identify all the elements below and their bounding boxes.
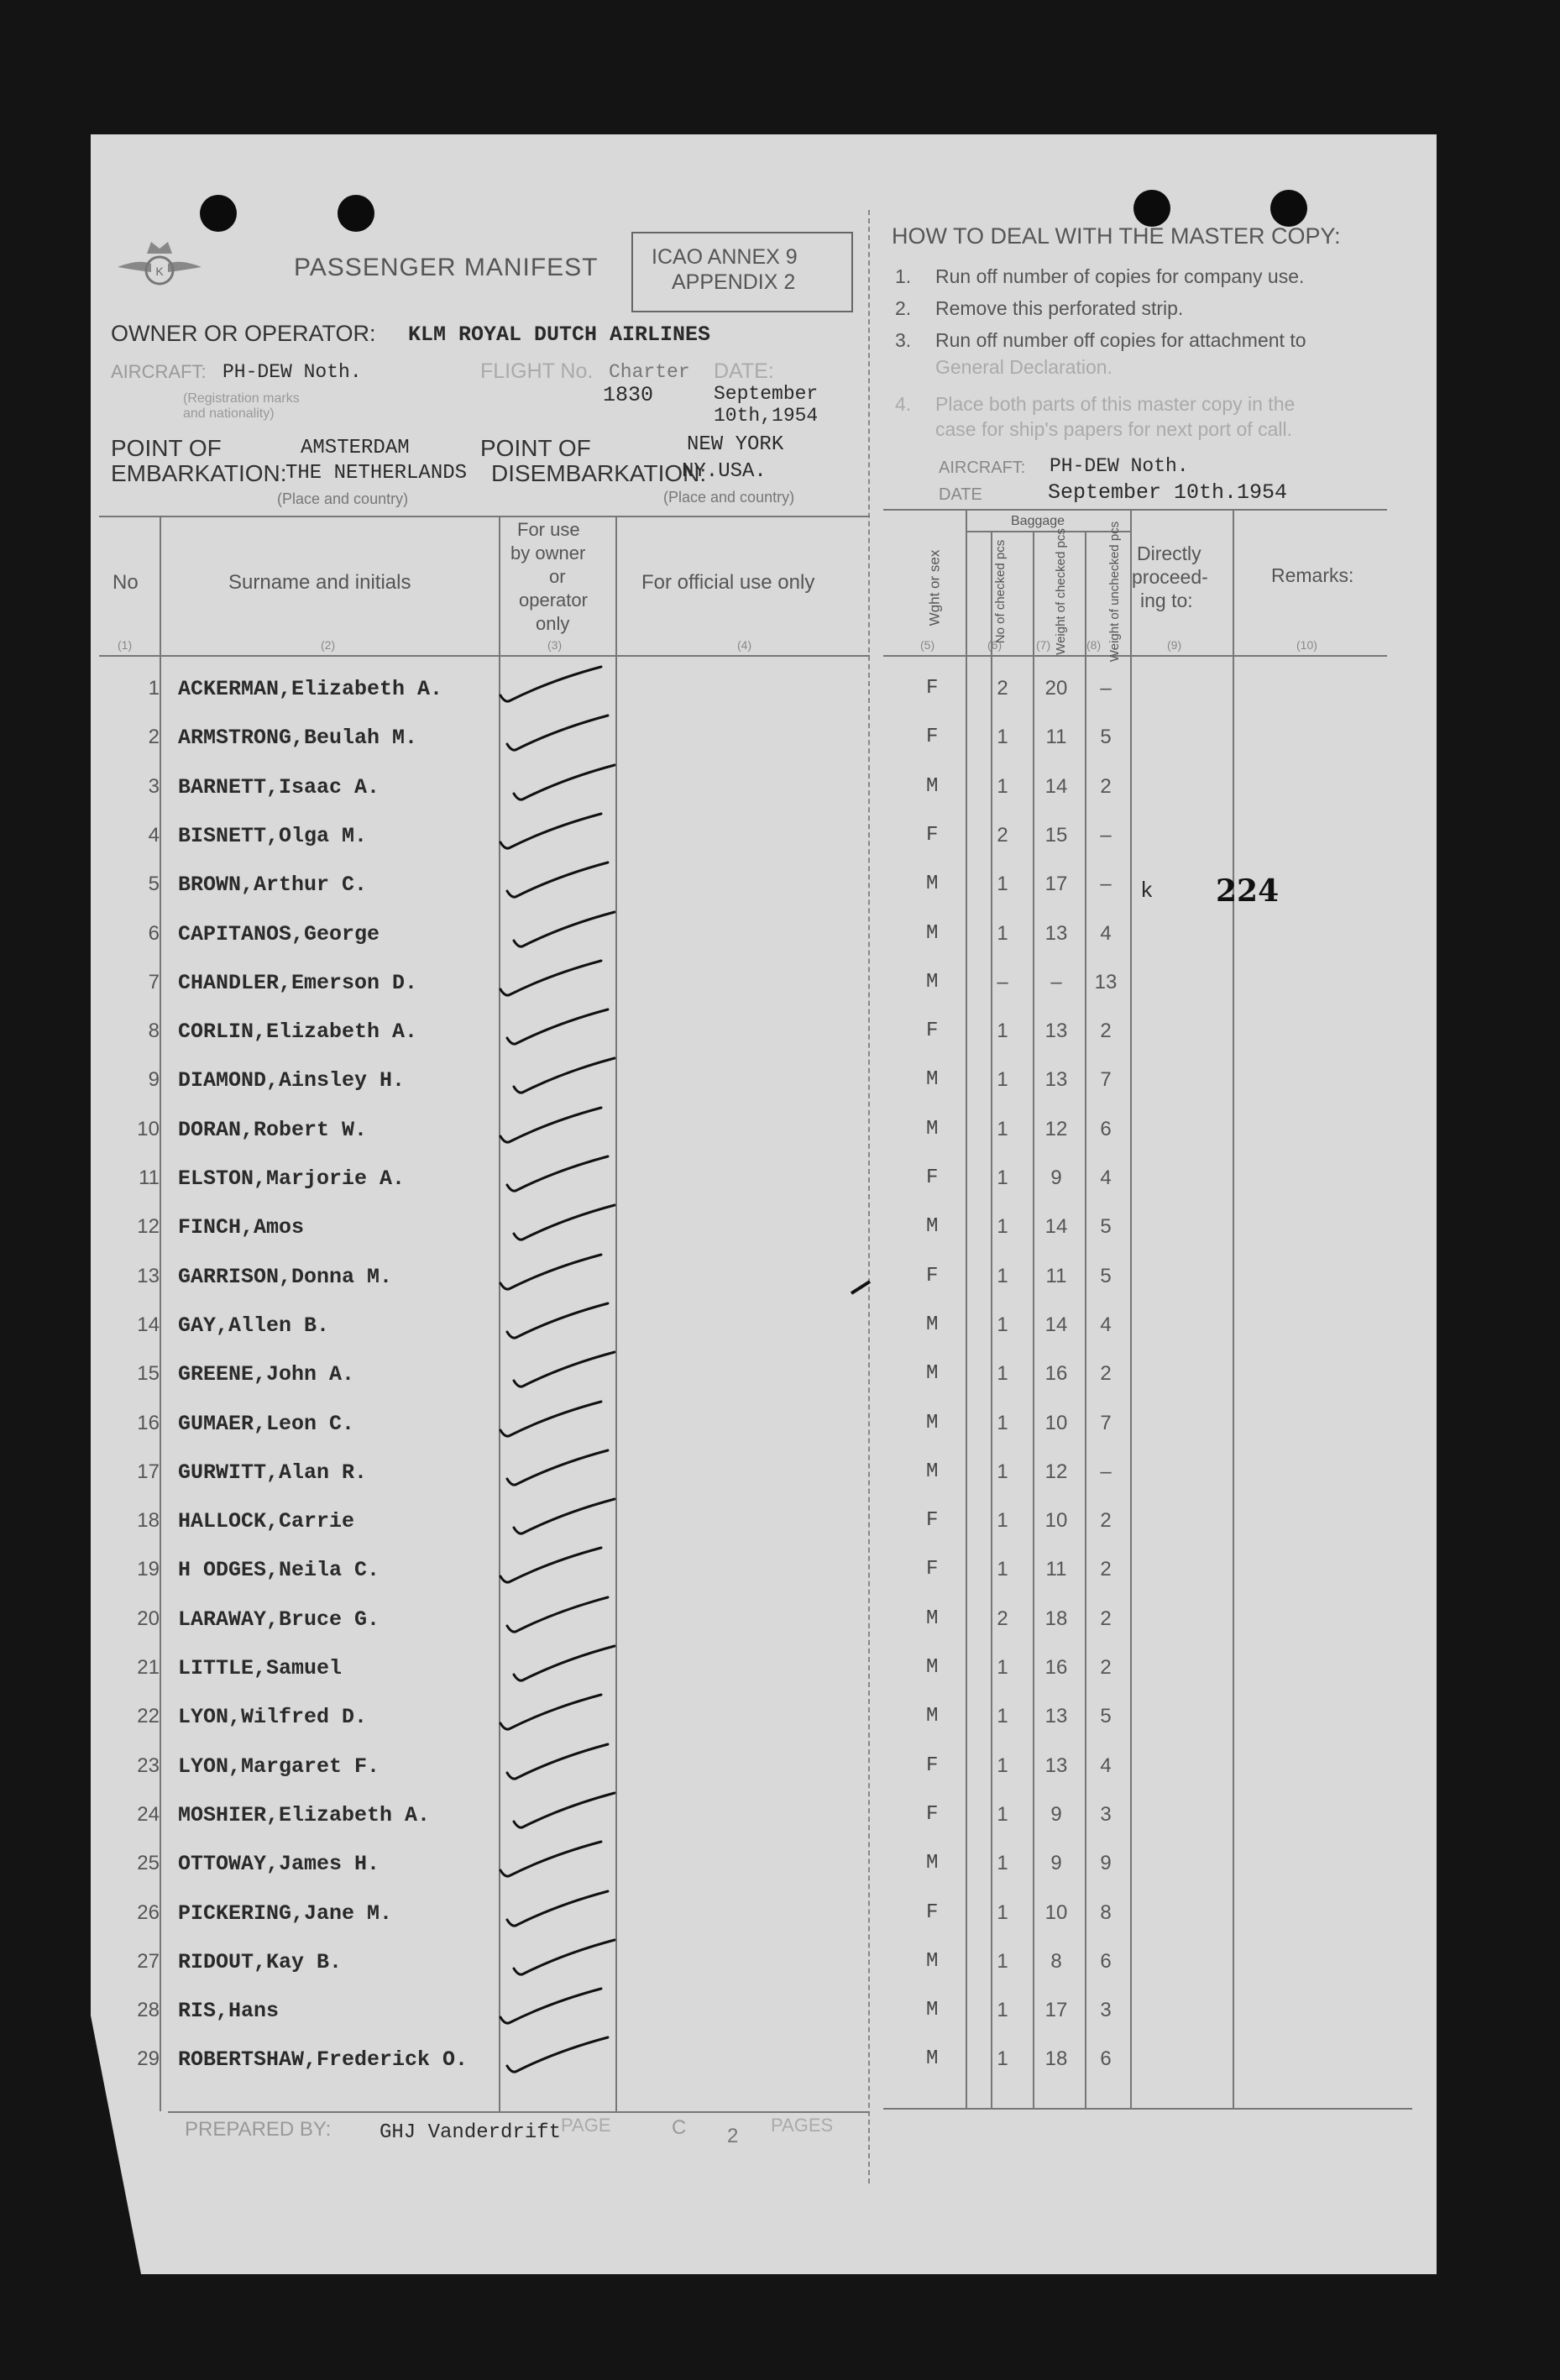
col-header-owner-use: only bbox=[536, 613, 570, 634]
place-country-note: (Place and country) bbox=[663, 489, 795, 506]
checked-pieces: 1 bbox=[997, 1803, 1008, 1826]
passenger-name: FINCH,Amos bbox=[178, 1215, 305, 1240]
checked-weight: 12 bbox=[1044, 1460, 1068, 1483]
passenger-number: 16 bbox=[137, 1412, 160, 1434]
passenger-number: 6 bbox=[148, 922, 160, 945]
col-index: (3) bbox=[547, 638, 563, 652]
punch-hole bbox=[1270, 190, 1307, 227]
col-header-directly: Directly bbox=[1137, 543, 1201, 564]
passenger-row bbox=[0, 1895, 1560, 1943]
passenger-sex: M bbox=[926, 1656, 939, 1679]
passenger-sex: M bbox=[926, 873, 939, 895]
instruction-number: 4. bbox=[895, 393, 912, 415]
checked-weight: 10 bbox=[1044, 1509, 1068, 1532]
passenger-row bbox=[0, 1013, 1560, 1062]
checked-pieces: 1 bbox=[997, 1509, 1008, 1532]
passenger-sex: M bbox=[926, 1215, 939, 1238]
passenger-number: 7 bbox=[148, 971, 160, 993]
checked-weight: 16 bbox=[1044, 1656, 1068, 1679]
checked-pieces: 1 bbox=[997, 1068, 1008, 1091]
passenger-number: 18 bbox=[137, 1509, 160, 1532]
passenger-sex: F bbox=[926, 1509, 939, 1532]
passenger-name: ACKERMAN,Elizabeth A. bbox=[178, 677, 443, 701]
passenger-sex: F bbox=[926, 677, 939, 700]
passenger-number: 11 bbox=[139, 1166, 160, 1189]
flight-label: FLIGHT No. bbox=[480, 359, 594, 383]
col-index: (2) bbox=[321, 638, 336, 652]
passenger-sex: F bbox=[926, 1020, 939, 1042]
table-top-rule bbox=[99, 516, 870, 517]
passenger-number: 17 bbox=[137, 1460, 160, 1483]
aircraft-value: PH-DEW Noth. bbox=[222, 361, 362, 383]
baggage-rule bbox=[967, 531, 1130, 532]
unchecked-weight: 2 bbox=[1100, 1656, 1112, 1679]
passenger-row bbox=[0, 1551, 1560, 1600]
checked-pieces: 1 bbox=[997, 1656, 1008, 1679]
col-index: (10) bbox=[1296, 638, 1317, 652]
col-index: (8) bbox=[1086, 638, 1102, 652]
owner-value: KLM ROYAL DUTCH AIRLINES bbox=[408, 322, 711, 347]
checked-pieces: 1 bbox=[997, 1852, 1008, 1874]
passenger-sex: M bbox=[926, 1852, 939, 1874]
form-title: PASSENGER MANIFEST bbox=[294, 254, 599, 281]
col-header-owner-use: or bbox=[549, 566, 566, 587]
checked-weight: 18 bbox=[1044, 1607, 1068, 1630]
passenger-name: LITTLE,Samuel bbox=[178, 1656, 343, 1680]
passenger-sex: M bbox=[926, 1705, 939, 1727]
aircraft-label: AIRCRAFT: bbox=[111, 361, 207, 382]
passenger-sex: M bbox=[926, 2047, 939, 2070]
col-header-owner-use: by owner bbox=[510, 543, 586, 564]
checked-pieces: 1 bbox=[997, 1999, 1008, 2021]
prepared-by-label: PREPARED BY: bbox=[185, 2118, 332, 2141]
instructions-date-label: DATE bbox=[939, 485, 982, 504]
passenger-number: 26 bbox=[137, 1901, 160, 1924]
klm-crown-emblem bbox=[113, 233, 206, 301]
passenger-sex: M bbox=[926, 1412, 939, 1434]
passenger-name: GAY,Allen B. bbox=[178, 1313, 330, 1338]
checked-weight: 13 bbox=[1044, 1754, 1068, 1777]
checked-weight: 20 bbox=[1044, 677, 1068, 700]
col-header-no: No bbox=[113, 571, 139, 594]
passenger-name: LYON,Margaret F. bbox=[178, 1754, 380, 1779]
passenger-sex: M bbox=[926, 971, 939, 993]
unchecked-weight: 4 bbox=[1100, 922, 1112, 945]
flight-number: 1830 bbox=[603, 383, 654, 407]
embarkation-label: EMBARKATION: bbox=[111, 460, 287, 486]
passenger-number: 20 bbox=[137, 1607, 160, 1630]
passenger-name: BROWN,Arthur C. bbox=[178, 873, 368, 897]
unchecked-weight: 2 bbox=[1100, 775, 1112, 798]
col-header-sex: Wght or sex bbox=[926, 549, 943, 626]
checked-weight: 14 bbox=[1044, 1215, 1068, 1238]
passenger-name: OTTOWAY,James H. bbox=[178, 1852, 380, 1876]
instruction-number: 3. bbox=[895, 329, 912, 351]
passenger-name: LYON,Wilfred D. bbox=[178, 1705, 368, 1729]
checked-weight: 16 bbox=[1044, 1362, 1068, 1385]
checked-weight: 13 bbox=[1044, 922, 1068, 945]
instruction-item: Place both parts of this master copy in the bbox=[935, 393, 1296, 415]
checked-weight: 17 bbox=[1044, 873, 1068, 895]
check-mark-icon bbox=[470, 2022, 621, 2089]
checked-pieces: 1 bbox=[997, 726, 1008, 748]
checked-weight: 13 bbox=[1044, 1068, 1068, 1091]
checked-weight: 13 bbox=[1044, 1020, 1068, 1042]
passenger-row bbox=[0, 1355, 1560, 1404]
passenger-number: 2 bbox=[148, 726, 160, 748]
passenger-number: 24 bbox=[137, 1803, 160, 1826]
table-top-rule bbox=[883, 509, 1387, 511]
checked-weight: 9 bbox=[1050, 1166, 1062, 1189]
stamp-mark: k bbox=[1140, 878, 1154, 904]
passenger-name: CORLIN,Elizabeth A. bbox=[178, 1020, 418, 1044]
table-bottom-rule bbox=[168, 2111, 870, 2113]
passenger-sex: F bbox=[926, 1754, 939, 1777]
passenger-number: 28 bbox=[137, 1999, 160, 2021]
col-header-official: For official use only bbox=[641, 571, 815, 594]
unchecked-weight: 2 bbox=[1100, 1362, 1112, 1385]
passenger-name: BARNETT,Isaac A. bbox=[178, 775, 380, 799]
passenger-row bbox=[0, 1258, 1560, 1307]
passenger-number: 9 bbox=[148, 1068, 160, 1091]
passenger-sex: M bbox=[926, 1950, 939, 1973]
checked-pieces: 1 bbox=[997, 1313, 1008, 1336]
passenger-number: 23 bbox=[137, 1754, 160, 1777]
page-label: PAGE bbox=[561, 2115, 611, 2136]
prepared-by-value: GHJ Vanderdrift bbox=[380, 2121, 562, 2144]
passenger-sex: M bbox=[926, 922, 939, 945]
embarkation-city: AMSTERDAM bbox=[301, 437, 410, 459]
checked-pieces: 1 bbox=[997, 1558, 1008, 1581]
unchecked-weight: 4 bbox=[1100, 1754, 1112, 1777]
checked-pieces: 1 bbox=[997, 1020, 1008, 1042]
passenger-name: H ODGES,Neila C. bbox=[178, 1558, 380, 1582]
passenger-row bbox=[0, 1943, 1560, 1992]
passenger-row bbox=[0, 2041, 1560, 2089]
disembarkation-label: DISEMBARKATION: bbox=[491, 460, 707, 486]
aircraft-sublabel: (Registration marks bbox=[183, 391, 300, 406]
punch-hole bbox=[338, 195, 374, 232]
checked-weight: 18 bbox=[1044, 2047, 1068, 2070]
col-header-owner-use: For use bbox=[517, 519, 580, 540]
punch-hole bbox=[1133, 190, 1170, 227]
checked-weight: 13 bbox=[1044, 1705, 1068, 1727]
instructions-date-value: September 10th.1954 bbox=[1048, 480, 1288, 505]
instruction-number: 2. bbox=[895, 297, 912, 319]
passenger-sex: F bbox=[926, 1166, 939, 1189]
disembarkation-label: POINT OF bbox=[480, 435, 591, 461]
col-index: (1) bbox=[118, 638, 133, 652]
passenger-number: 22 bbox=[137, 1705, 160, 1727]
icao-annex: ICAO ANNEX 9 bbox=[652, 245, 798, 269]
checked-pieces: 1 bbox=[997, 1901, 1008, 1924]
checked-weight: 9 bbox=[1050, 1852, 1062, 1874]
table-header-rule bbox=[883, 655, 1387, 657]
passenger-row bbox=[0, 1405, 1560, 1454]
passenger-row bbox=[0, 1454, 1560, 1502]
passenger-number: 12 bbox=[137, 1215, 160, 1238]
checked-weight: 8 bbox=[1050, 1950, 1062, 1973]
passenger-name: BISNETT,Olga M. bbox=[178, 824, 368, 848]
col-header-baggage: Baggage bbox=[1011, 514, 1065, 528]
passenger-sex: M bbox=[926, 1362, 939, 1385]
passenger-sex: M bbox=[926, 775, 939, 798]
passenger-sex: F bbox=[926, 1901, 939, 1924]
passenger-name: ROBERTSHAW,Frederick O. bbox=[178, 2047, 469, 2072]
passenger-number: 14 bbox=[137, 1313, 160, 1336]
passenger-name: GARRISON,Donna M. bbox=[178, 1265, 393, 1289]
flight-value: Charter bbox=[609, 361, 690, 383]
passenger-sex: F bbox=[926, 1265, 939, 1287]
checked-pieces: 2 bbox=[997, 677, 1008, 700]
checked-weight: 10 bbox=[1044, 1901, 1068, 1924]
date-label: DATE: bbox=[714, 359, 774, 383]
passenger-row bbox=[0, 1307, 1560, 1355]
unchecked-weight: 6 bbox=[1100, 1950, 1112, 1973]
passenger-number: 1 bbox=[148, 677, 160, 700]
col-index: (7) bbox=[1036, 638, 1051, 652]
passenger-number: 8 bbox=[148, 1020, 160, 1042]
instructions-aircraft-value: PH-DEW Noth. bbox=[1050, 455, 1189, 477]
unchecked-weight: 3 bbox=[1100, 1803, 1112, 1826]
unchecked-weight: 5 bbox=[1100, 1705, 1112, 1727]
instruction-item: Run off number of copies for company use. bbox=[935, 265, 1305, 287]
unchecked-weight: 6 bbox=[1100, 2047, 1112, 2070]
passenger-row bbox=[0, 1992, 1560, 2041]
checked-weight: 12 bbox=[1044, 1118, 1068, 1140]
checked-weight: 10 bbox=[1044, 1412, 1068, 1434]
checked-pieces: 1 bbox=[997, 922, 1008, 945]
passenger-number: 3 bbox=[148, 775, 160, 798]
passenger-sex: M bbox=[926, 1999, 939, 2021]
unchecked-weight: – bbox=[1100, 677, 1112, 700]
passenger-sex: M bbox=[926, 1607, 939, 1630]
passenger-sex: M bbox=[926, 1460, 939, 1483]
unchecked-weight: – bbox=[1100, 1460, 1112, 1483]
passenger-row bbox=[0, 719, 1560, 768]
unchecked-weight: 7 bbox=[1100, 1412, 1112, 1434]
unchecked-weight: – bbox=[1100, 824, 1112, 847]
checked-pieces: 1 bbox=[997, 775, 1008, 798]
table-bottom-rule bbox=[883, 2108, 1412, 2110]
passenger-row bbox=[0, 768, 1560, 817]
passenger-row bbox=[0, 866, 1560, 915]
disembarkation-city: NEW YORK bbox=[687, 433, 784, 456]
instruction-item: Remove this perforated strip. bbox=[935, 297, 1184, 319]
passenger-row bbox=[0, 1502, 1560, 1551]
owner-label: OWNER OR OPERATOR: bbox=[111, 321, 376, 346]
checked-weight: – bbox=[1050, 971, 1062, 993]
passenger-number: 27 bbox=[137, 1950, 160, 1973]
passenger-number: 15 bbox=[137, 1362, 160, 1385]
col-header-weight: Weight of checked pcs bbox=[1053, 528, 1068, 655]
checked-pieces: 1 bbox=[997, 1950, 1008, 1973]
unchecked-weight: 5 bbox=[1100, 1265, 1112, 1287]
unchecked-weight: 6 bbox=[1100, 1118, 1112, 1140]
unchecked-weight: 2 bbox=[1100, 1607, 1112, 1630]
svg-text:K: K bbox=[155, 265, 164, 278]
passenger-row bbox=[0, 817, 1560, 866]
checked-pieces: 1 bbox=[997, 2047, 1008, 2070]
passenger-number: 4 bbox=[148, 824, 160, 847]
checked-weight: 11 bbox=[1045, 726, 1067, 748]
place-country-note: (Place and country) bbox=[277, 490, 409, 507]
passenger-row bbox=[0, 915, 1560, 964]
passenger-sex: F bbox=[926, 1803, 939, 1826]
unchecked-weight: – bbox=[1100, 873, 1112, 895]
passenger-name: GUMAER,Leon C. bbox=[178, 1412, 355, 1436]
passenger-name: GURWITT,Alan R. bbox=[178, 1460, 368, 1485]
passenger-sex: M bbox=[926, 1313, 939, 1336]
col-index: (4) bbox=[737, 638, 752, 652]
punch-hole bbox=[200, 195, 237, 232]
checked-pieces: 1 bbox=[997, 873, 1008, 895]
instruction-item-cont: General Declaration. bbox=[935, 356, 1112, 378]
checked-pieces: 1 bbox=[997, 1265, 1008, 1287]
checked-pieces: 2 bbox=[997, 1607, 1008, 1630]
passenger-number: 13 bbox=[137, 1265, 160, 1287]
unchecked-weight: 4 bbox=[1100, 1166, 1112, 1189]
passenger-row bbox=[0, 1796, 1560, 1845]
instruction-item: Run off number off copies for attachment to bbox=[935, 329, 1306, 351]
passenger-number: 21 bbox=[137, 1656, 160, 1679]
col-header-directly: ing to: bbox=[1140, 590, 1193, 611]
checked-weight: 14 bbox=[1044, 775, 1068, 798]
passenger-name: GREENE,John A. bbox=[178, 1362, 355, 1387]
passenger-name: ELSTON,Marjorie A. bbox=[178, 1166, 406, 1191]
instruction-number: 1. bbox=[895, 265, 912, 287]
passenger-name: RIDOUT,Kay B. bbox=[178, 1950, 343, 1974]
unchecked-weight: 2 bbox=[1100, 1509, 1112, 1532]
passenger-row bbox=[0, 1601, 1560, 1649]
passenger-name: LARAWAY,Bruce G. bbox=[178, 1607, 380, 1632]
unchecked-weight: 2 bbox=[1100, 1020, 1112, 1042]
icao-appendix: APPENDIX 2 bbox=[672, 270, 796, 294]
instruction-item-cont: case for ship's papers for next port of call. bbox=[935, 418, 1292, 440]
passenger-row bbox=[0, 964, 1560, 1013]
page-total: 2 bbox=[727, 2125, 739, 2147]
checked-pieces: 1 bbox=[997, 1705, 1008, 1727]
passenger-name: RIS,Hans bbox=[178, 1999, 280, 2023]
checked-weight: 9 bbox=[1050, 1803, 1062, 1826]
passenger-row bbox=[0, 1111, 1560, 1160]
checked-weight: 11 bbox=[1045, 1265, 1067, 1287]
stamp-number: 224 bbox=[1216, 873, 1280, 909]
checked-pieces: 1 bbox=[997, 1412, 1008, 1434]
date-value: September bbox=[714, 383, 819, 405]
disembarkation-country: NY.USA. bbox=[682, 460, 767, 483]
embarkation-label: POINT OF bbox=[111, 435, 222, 461]
date-value: 10th,1954 bbox=[714, 405, 819, 427]
checked-pieces: 1 bbox=[997, 1754, 1008, 1777]
passenger-number: 19 bbox=[137, 1558, 160, 1581]
passenger-row bbox=[0, 1062, 1560, 1110]
checked-weight: 14 bbox=[1044, 1313, 1068, 1336]
passenger-number: 29 bbox=[137, 2047, 160, 2070]
passenger-name: HALLOCK,Carrie bbox=[178, 1509, 355, 1533]
checked-weight: 17 bbox=[1044, 1999, 1068, 2021]
passenger-sex: F bbox=[926, 824, 939, 847]
passenger-number: 25 bbox=[137, 1852, 160, 1874]
unchecked-weight: 3 bbox=[1100, 1999, 1112, 2021]
passenger-row bbox=[0, 1160, 1560, 1208]
col-header-directly: proceed- bbox=[1132, 566, 1208, 588]
col-index: (5) bbox=[920, 638, 935, 652]
page-value: C bbox=[672, 2116, 687, 2139]
checked-pieces: 1 bbox=[997, 1362, 1008, 1385]
unchecked-weight: 2 bbox=[1100, 1558, 1112, 1581]
passenger-row bbox=[0, 1649, 1560, 1698]
passenger-sex: F bbox=[926, 1558, 939, 1581]
checked-pieces: 1 bbox=[997, 1215, 1008, 1238]
checked-weight: 15 bbox=[1044, 824, 1068, 847]
passenger-row bbox=[0, 1845, 1560, 1894]
passenger-name: PICKERING,Jane M. bbox=[178, 1901, 393, 1926]
unchecked-weight: 13 bbox=[1094, 971, 1118, 993]
instructions-aircraft-label: AIRCRAFT: bbox=[939, 459, 1026, 477]
passenger-row bbox=[0, 670, 1560, 719]
checked-pieces: 1 bbox=[997, 1118, 1008, 1140]
passenger-number: 5 bbox=[148, 873, 160, 895]
passenger-sex: F bbox=[926, 726, 939, 748]
passenger-name: MOSHIER,Elizabeth A. bbox=[178, 1803, 431, 1827]
passenger-name: CHANDLER,Emerson D. bbox=[178, 971, 418, 995]
unchecked-weight: 8 bbox=[1100, 1901, 1112, 1924]
passenger-name: CAPITANOS,George bbox=[178, 922, 380, 946]
unchecked-weight: 9 bbox=[1100, 1852, 1112, 1874]
passenger-row bbox=[0, 1208, 1560, 1257]
aircraft-sublabel: and nationality) bbox=[183, 406, 275, 421]
col-index: (9) bbox=[1167, 638, 1182, 652]
passenger-row bbox=[0, 1748, 1560, 1796]
passenger-name: ARMSTRONG,Beulah M. bbox=[178, 726, 418, 750]
passenger-row bbox=[0, 1698, 1560, 1747]
instructions-heading: HOW TO DEAL WITH THE MASTER COPY: bbox=[892, 223, 1341, 249]
col-header-surname: Surname and initials bbox=[228, 571, 411, 594]
col-index: (6) bbox=[987, 638, 1002, 652]
passenger-sex: M bbox=[926, 1118, 939, 1140]
checked-pieces: 2 bbox=[997, 824, 1008, 847]
passenger-number: 10 bbox=[137, 1118, 160, 1140]
passenger-name: DORAN,Robert W. bbox=[178, 1118, 368, 1142]
passenger-sex: M bbox=[926, 1068, 939, 1091]
checked-pieces: 1 bbox=[997, 1460, 1008, 1483]
unchecked-weight: 5 bbox=[1100, 1215, 1112, 1238]
col-header-owner-use: operator bbox=[519, 590, 588, 611]
checked-pieces: – bbox=[997, 971, 1008, 993]
unchecked-weight: 4 bbox=[1100, 1313, 1112, 1336]
col-header-pcs: No of checked pcs bbox=[993, 539, 1008, 644]
unchecked-weight: 7 bbox=[1100, 1068, 1112, 1091]
col-header-remarks: Remarks: bbox=[1271, 564, 1354, 586]
unchecked-weight: 5 bbox=[1100, 726, 1112, 748]
checked-weight: 11 bbox=[1045, 1558, 1067, 1581]
checked-pieces: 1 bbox=[997, 1166, 1008, 1189]
pages-label: PAGES bbox=[771, 2115, 834, 2136]
col-header-hand-weight: Weight of unchecked pcs bbox=[1107, 521, 1123, 663]
passenger-name: DIAMOND,Ainsley H. bbox=[178, 1068, 406, 1093]
embarkation-country: THE NETHERLANDS bbox=[285, 462, 468, 485]
